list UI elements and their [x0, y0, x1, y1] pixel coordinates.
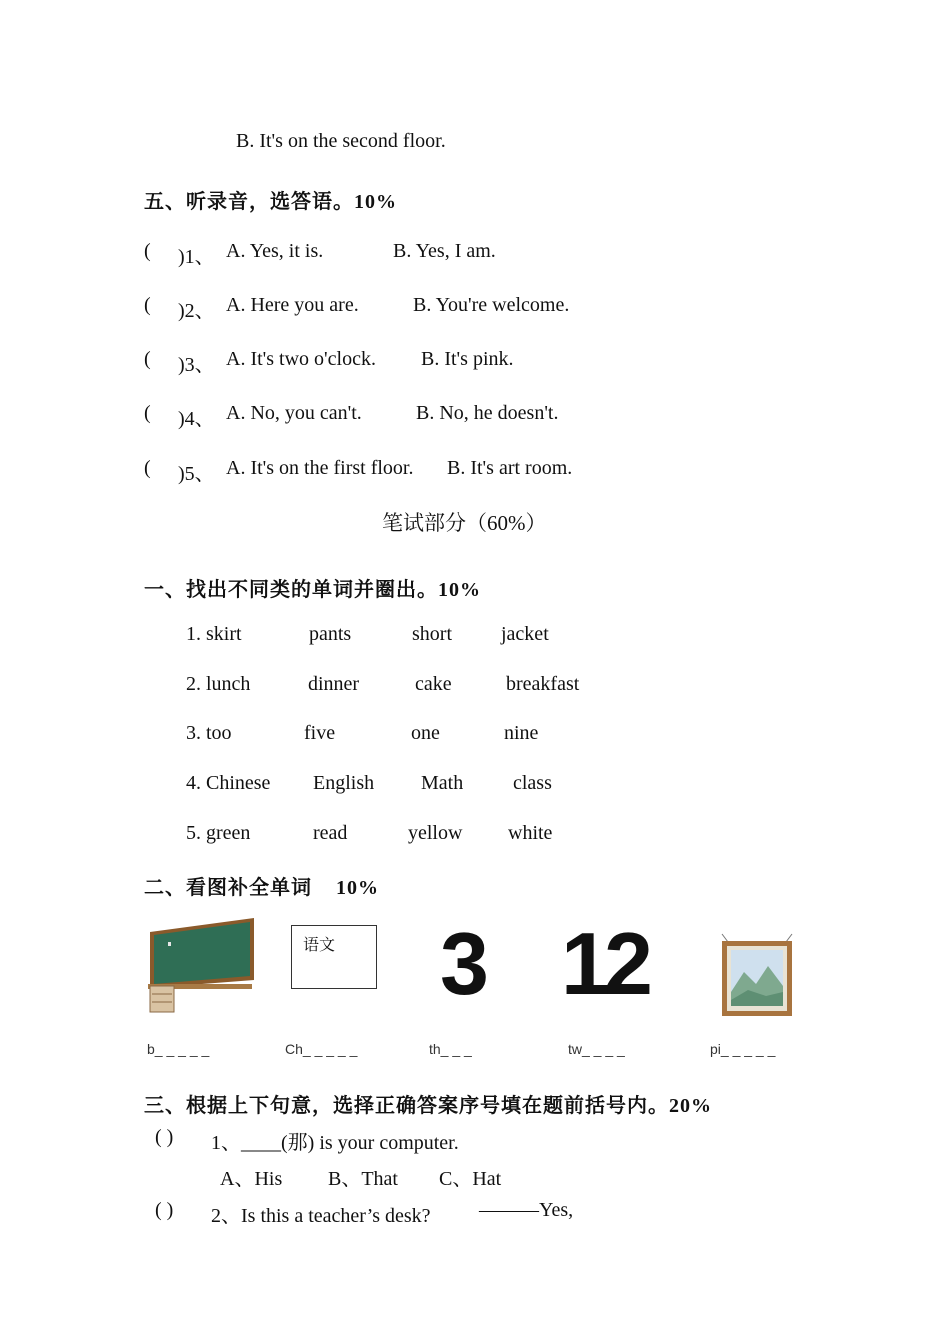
option-b: B. It's pink.	[421, 348, 514, 370]
word-cell[interactable]: yellow	[408, 822, 463, 844]
section5-title: 五、听录音，选答语。10%	[144, 191, 397, 213]
option-a: A. Here you are.	[226, 294, 359, 316]
section3-title: 三、根据上下句意，选择正确答案序号填在题前括号内。20%	[144, 1095, 712, 1117]
word-cell[interactable]: one	[411, 722, 440, 744]
list-item	[144, 348, 151, 371]
word-cell[interactable]: pants	[309, 623, 352, 645]
written-part-title: 笔试部分（60%）	[382, 511, 547, 535]
blackboard-icon	[144, 914, 258, 1014]
word-cell[interactable]: five	[304, 722, 336, 744]
word-cell[interactable]: 5. green	[186, 822, 251, 844]
list-item	[144, 240, 151, 263]
answer-paren[interactable]: (	[144, 294, 151, 316]
option-a: A. No, you can't.	[226, 402, 362, 424]
word-cell[interactable]: 2. lunch	[186, 673, 251, 695]
word-cell[interactable]: short	[412, 623, 452, 645]
q1-option-c: C、Hat	[439, 1168, 502, 1190]
item-number: )4、	[178, 408, 215, 430]
chinese-book-icon	[291, 925, 377, 989]
section1-title: 一、找出不同类的单词并圈出。10%	[144, 579, 481, 601]
word-blank-label[interactable]: pi_ _ _ _ _	[710, 1041, 776, 1057]
answer-paren[interactable]: (	[144, 348, 151, 370]
word-cell[interactable]: English	[313, 772, 375, 794]
item-number: )1、	[178, 246, 215, 268]
answer-paren[interactable]: (	[144, 457, 151, 479]
number-twelve-icon: 12	[561, 914, 647, 1013]
option-a: A. It's on the first floor.	[226, 457, 414, 479]
section2-percent: 10%	[336, 877, 379, 899]
option-b: B. Yes, I am.	[393, 240, 496, 262]
option-a: A. Yes, it is.	[226, 240, 324, 262]
word-cell[interactable]: breakfast	[506, 673, 580, 695]
word-blank-label[interactable]: Ch_ _ _ _ _	[285, 1041, 358, 1057]
answer-paren[interactable]: (	[144, 402, 151, 424]
q1-option-a: A、His	[220, 1168, 283, 1190]
word-cell[interactable]: 4. Chinese	[186, 772, 271, 794]
question1-paren[interactable]: ( )	[155, 1126, 174, 1148]
word-cell[interactable]: 3. too	[186, 722, 232, 744]
word-cell[interactable]: read	[313, 822, 348, 844]
question2-text: 2、Is this a teacher’s desk?	[211, 1205, 431, 1227]
word-cell[interactable]: cake	[415, 673, 452, 695]
section2-title	[144, 871, 379, 900]
option-a: A. It's two o'clock.	[226, 348, 376, 370]
word-cell[interactable]: dinner	[308, 673, 360, 695]
list-item	[144, 294, 151, 317]
option-b: B. You're welcome.	[413, 294, 570, 316]
option-b: B. No, he doesn't.	[416, 402, 559, 424]
section2-title-text: 二、看图补全单词	[144, 877, 312, 899]
question2-answer: ———Yes,	[479, 1199, 574, 1221]
book-caption: 语文	[303, 935, 336, 954]
q1-option-b: B、That	[328, 1168, 398, 1190]
option-b: B. It's art room.	[447, 457, 573, 479]
top-answer-line: B. It's on the second floor.	[236, 130, 446, 152]
word-cell[interactable]: jacket	[501, 623, 549, 645]
word-blank-label[interactable]: tw_ _ _ _	[568, 1041, 625, 1057]
question2-paren[interactable]: ( )	[155, 1199, 174, 1221]
item-number: )3、	[178, 354, 215, 376]
word-cell[interactable]: Math	[421, 772, 464, 794]
word-blank-label[interactable]: th_ _ _	[429, 1041, 472, 1057]
question1-text: 1、____(那) is your computer.	[211, 1132, 459, 1154]
item-number: )2、	[178, 300, 215, 322]
word-cell[interactable]: class	[513, 772, 552, 794]
word-cell[interactable]: nine	[504, 722, 539, 744]
list-item	[144, 402, 151, 425]
list-item	[144, 457, 151, 480]
word-cell[interactable]: white	[508, 822, 553, 844]
answer-paren[interactable]: (	[144, 240, 151, 262]
word-cell[interactable]: 1. skirt	[186, 623, 242, 645]
word-blank-label[interactable]: b_ _ _ _ _	[147, 1041, 210, 1057]
item-number: )5、	[178, 463, 215, 485]
number-three-icon: 3	[440, 914, 489, 1013]
picture-frame-icon	[718, 932, 796, 1018]
